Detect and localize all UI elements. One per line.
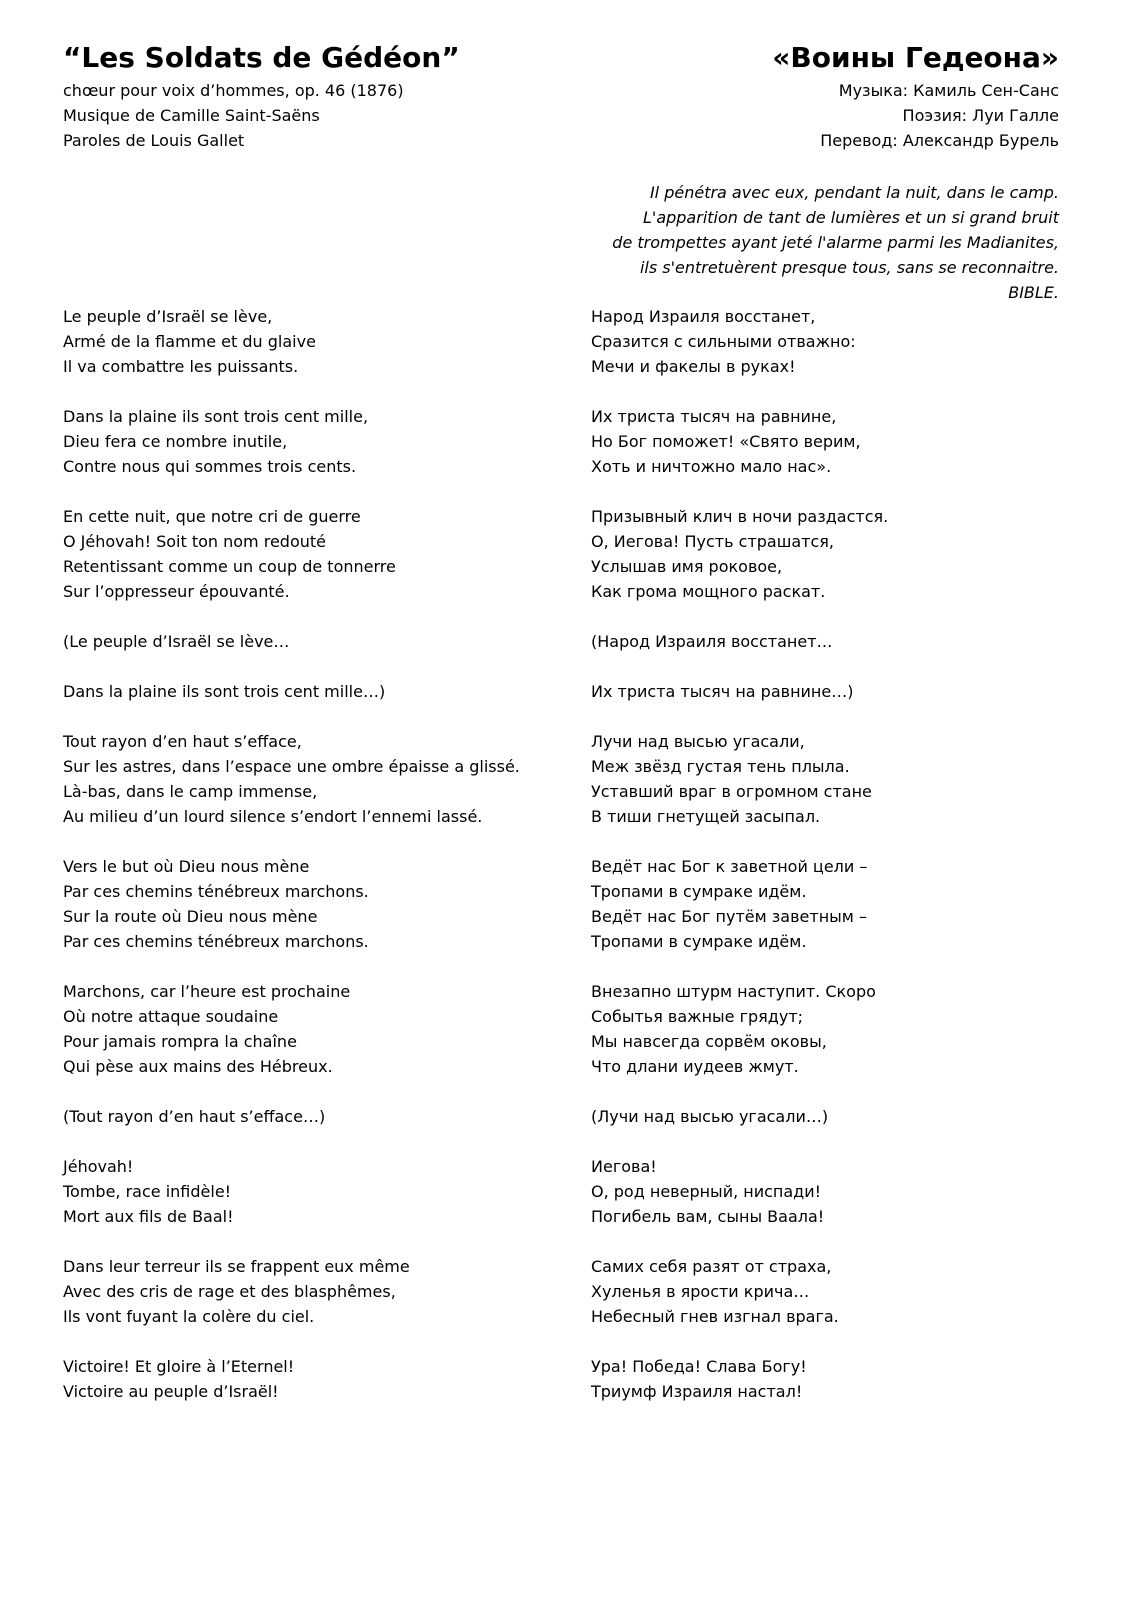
verse-line: Народ Израиля восстанет, [591, 307, 816, 326]
music-credit-french: Musique de Camille Saint-Saëns [63, 106, 320, 125]
music-credit-russian: Музыка: Камиль Сен-Санс [838, 81, 1059, 100]
verse-line: Хоть и ничтожно мало нас». [591, 457, 832, 476]
stanza-russian [591, 729, 1071, 829]
verse-line: Тропами в сумраке идём. [591, 882, 807, 901]
stanza-russian [591, 304, 1071, 379]
stanza-french [63, 1354, 563, 1404]
verse-line: Самих себя разят от страха, [591, 1257, 832, 1276]
epigraph-line: ils s'entretuèrent presque tous, sans se reconnaitre. [639, 258, 1059, 277]
verse-line: Contre nous qui sommes trois cents. [63, 457, 357, 476]
verse-line: Но Бог поможет! «Свято верим, [591, 432, 861, 451]
verse-line: Иегова! [591, 1157, 657, 1176]
verse-line: Le peuple d’Israël se lève, [63, 307, 273, 326]
verse-line: Sur les astres, dans l’espace une ombre épaisse a glissé. [63, 757, 520, 776]
verse-line: Sur l’oppresseur épouvanté. [63, 582, 290, 601]
stanza-french [63, 504, 563, 604]
verse-line: Par ces chemins ténébreux marchons. [63, 932, 369, 951]
verse-line: Хуленья в ярости крича… [591, 1282, 810, 1301]
epigraph-line: L'apparition de tant de lumières et un si grand bruit [643, 208, 1059, 227]
stanza-french [63, 729, 563, 829]
verse-line: Qui pèse aux mains des Hébreux. [63, 1057, 333, 1076]
stanza-russian [591, 1254, 1071, 1329]
stanza-french [63, 404, 563, 479]
verse-line: Ведёт нас Бог путём заветным – [591, 907, 867, 926]
verse-line: Vers le but où Dieu nous mène [63, 857, 310, 876]
verse-line: Ils vont fuyant la colère du ciel. [63, 1307, 315, 1326]
epigraph [459, 180, 1059, 305]
verse-line: Призывный клич в ночи раздастся. [591, 507, 889, 526]
stanza-russian [591, 854, 1071, 954]
verse-line: Лучи над высью угасали, [591, 732, 805, 751]
verse-line: В тиши гнетущей засыпал. [591, 807, 821, 826]
verse-line: Их триста тысяч на равнине, [591, 407, 837, 426]
verse-line: Pour jamais rompra la chaîne [63, 1032, 297, 1051]
epigraph-line: Il pénétra avec eux, pendant la nuit, dans le camp. [649, 183, 1059, 202]
verse-line: Тропами в сумраке идём. [591, 932, 807, 951]
stanza-french [63, 1104, 563, 1129]
stanza-french [63, 629, 563, 654]
stanza-russian [591, 404, 1071, 479]
verse-line: Услышав имя роковое, [591, 557, 783, 576]
verse-line: Dieu fera ce nombre inutile, [63, 432, 288, 451]
stanza-russian [591, 979, 1071, 1079]
stanza-french [63, 1254, 563, 1329]
epigraph-line: de trompettes ayant jeté l'alarme parmi les Madianites, [612, 233, 1059, 252]
verse-line: Событья важные грядут; [591, 1007, 804, 1026]
lyrics-column-russian [591, 304, 1071, 1429]
verse-line: Ведёт нас Бог к заветной цели – [591, 857, 868, 876]
verse-line: (Le peuple d’Israël se lève… [63, 632, 290, 651]
verse-line: Victoire! Et gloire à l’Eternel! [63, 1357, 295, 1376]
stanza-russian [591, 1354, 1071, 1404]
verse-line: (Лучи над высью угасали…) [591, 1107, 829, 1126]
verse-line: Что длани иудеев жмут. [591, 1057, 799, 1076]
verse-line: Il va combattre les puissants. [63, 357, 299, 376]
epigraph-line: BIBLE. [1008, 283, 1059, 302]
stanza-french [63, 304, 563, 379]
stanza-french [63, 979, 563, 1079]
lyrics-credit-french: Paroles de Louis Gallet [63, 131, 245, 150]
verse-line: Où notre attaque soudaine [63, 1007, 279, 1026]
verse-line: Небесный гнев изгнал врага. [591, 1307, 839, 1326]
verse-line: Мечи и факелы в руках! [591, 357, 796, 376]
verse-line: Погибель вам, сыны Ваала! [591, 1207, 825, 1226]
verse-line: Là-bas, dans le camp immense, [63, 782, 318, 801]
stanza-russian [591, 679, 1071, 704]
verse-line: Marchons, car l’heure est prochaine [63, 982, 351, 1001]
verse-line: Par ces chemins ténébreux marchons. [63, 882, 369, 901]
verse-line: Dans la plaine ils sont trois cent mille…) [63, 682, 386, 701]
verse-line: Меж звёзд густая тень плыла. [591, 757, 850, 776]
verse-line: О, Иегова! Пусть страшатся, [591, 532, 834, 551]
stanza-russian [591, 1104, 1071, 1129]
verse-line: Jéhovah! [63, 1157, 134, 1176]
verse-line: Уставший враг в огромном стане [591, 782, 872, 801]
stanza-french [63, 679, 563, 704]
verse-line: Dans leur terreur ils se frappent eux même [63, 1257, 410, 1276]
verse-line: Mort aux fils de Baal! [63, 1207, 234, 1226]
verse-line: Мы навсегда сорвём оковы, [591, 1032, 827, 1051]
header-french [63, 38, 563, 153]
verse-line: Сразится с сильными отважно: [591, 332, 856, 351]
header-russian [539, 38, 1059, 153]
verse-line: Armé de la flamme et du glaive [63, 332, 316, 351]
verse-line: Tombe, race infidèle! [63, 1182, 232, 1201]
verse-line: Внезапно штурм наступит. Скоро [591, 982, 876, 1001]
subtitle-french: chœur pour voix d’hommes, op. 46 (1876) [63, 81, 404, 100]
stanza-french [63, 854, 563, 954]
verse-line: Avec des cris de rage et des blasphêmes, [63, 1282, 396, 1301]
stanza-french [63, 1154, 563, 1229]
verse-line: Sur la route où Dieu nous mène [63, 907, 318, 926]
verse-line: Ура! Победа! Слава Богу! [591, 1357, 807, 1376]
title-russian: «Воины Гедеона» [772, 41, 1059, 74]
verse-line: En cette nuit, que notre cri de guerre [63, 507, 361, 526]
verse-line: Как грома мощного раскат. [591, 582, 826, 601]
verse-line: (Народ Израиля восстанет… [591, 632, 833, 651]
lyrics-column-french [63, 304, 563, 1429]
verse-line: Retentissant comme un coup de tonnerre [63, 557, 396, 576]
verse-line: Их триста тысяч на равнине…) [591, 682, 854, 701]
verse-line: Dans la plaine ils sont trois cent mille, [63, 407, 369, 426]
translation-credit-russian: Перевод: Александр Бурель [820, 131, 1059, 150]
stanza-russian [591, 1154, 1071, 1229]
verse-line: Триумф Израиля настал! [591, 1382, 803, 1401]
verse-line: О, род неверный, ниспади! [591, 1182, 822, 1201]
verse-line: (Tout rayon d’en haut s’efface…) [63, 1107, 326, 1126]
title-french: “Les Soldats de Gédéon” [63, 41, 460, 74]
stanza-russian [591, 504, 1071, 604]
verse-line: O Jéhovah! Soit ton nom redouté [63, 532, 326, 551]
verse-line: Tout rayon d’en haut s’efface, [63, 732, 302, 751]
poetry-credit-russian: Поэзия: Луи Галле [902, 106, 1059, 125]
verse-line: Victoire au peuple d’Israël! [63, 1382, 279, 1401]
stanza-russian [591, 629, 1071, 654]
verse-line: Au milieu d’un lourd silence s’endort l’ennemi lassé. [63, 807, 483, 826]
